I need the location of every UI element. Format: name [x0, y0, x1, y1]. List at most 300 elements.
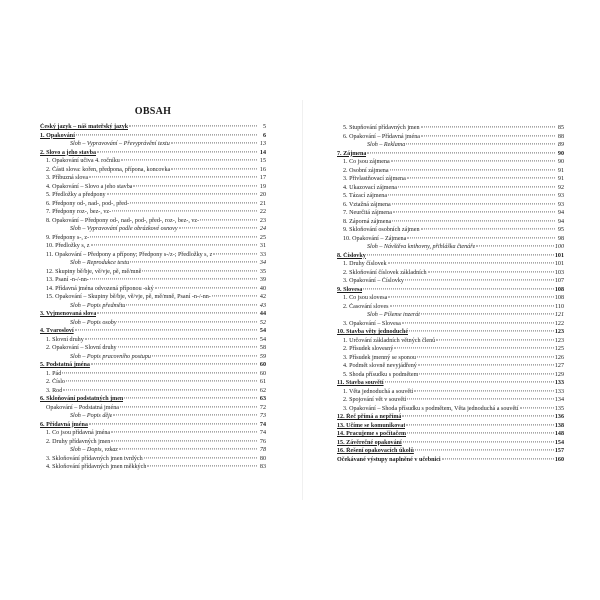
- toc-entry-page: 24: [259, 226, 266, 232]
- toc-entry-page: 121: [554, 312, 564, 318]
- toc-entry-page: 63: [259, 396, 266, 402]
- toc-entry-title: 10. Stavba věty jednoduché: [337, 329, 409, 335]
- toc-entry: [337, 439, 564, 448]
- toc-entry-title: Sloh – Popis pracovního postupu: [70, 353, 151, 360]
- toc-dot-leader: [394, 347, 554, 348]
- toc-entry-title: 3. Skloňování přídavných jmen tvrdých: [46, 455, 143, 462]
- toc-entry-page: 88: [557, 133, 564, 140]
- toc-dot-leader: [97, 312, 257, 313]
- toc-dot-leader: [118, 346, 257, 347]
- toc-entry-title: Sloh – Popis děje: [70, 413, 113, 419]
- toc-entry-page: 22: [259, 209, 266, 215]
- toc-entry: [40, 174, 266, 183]
- toc-entry: [40, 302, 266, 311]
- toc-dot-leader: [421, 126, 556, 127]
- toc-entry: [337, 311, 564, 320]
- toc-entry-page: 100: [554, 244, 564, 250]
- toc-entry: [337, 260, 564, 269]
- toc-dot-leader: [90, 236, 257, 237]
- toc-dot-leader: [89, 176, 257, 177]
- toc-entry-title: 1. Druhy číslovek: [343, 261, 387, 267]
- toc-entry-title: 2. Části slova: kořen, předpona, přípona, koncovka: [46, 166, 171, 173]
- toc-entry: [40, 319, 266, 328]
- toc-entry-title: 10. Předložky s, z: [46, 243, 90, 249]
- toc-entry: [40, 387, 266, 396]
- toc-dot-leader: [179, 227, 257, 228]
- toc-entry: [337, 133, 564, 142]
- toc-entry-page: 160: [554, 456, 564, 463]
- toc-dot-leader: [63, 389, 257, 390]
- toc-entry: [40, 344, 266, 353]
- toc-entry-title: 13. Učíme se komunikovat: [337, 422, 406, 429]
- toc-entry-page: 14: [259, 149, 266, 156]
- toc-entry: [337, 235, 564, 244]
- toc-entry: [337, 345, 564, 354]
- toc-dot-leader: [152, 355, 257, 356]
- toc-entry: [337, 209, 564, 218]
- toc-entry-page: 35: [259, 268, 266, 275]
- toc-entry-page: 134: [554, 397, 564, 403]
- toc-entry-page: 40: [259, 285, 266, 292]
- toc-entry-page: 90: [557, 150, 564, 157]
- toc-entry-title: 1. Slovní druhy: [46, 336, 84, 343]
- toc-entry-page: 123: [554, 329, 564, 335]
- toc-entry-title: 2. Opakování – Slovní druhy: [46, 345, 117, 351]
- toc-dot-leader: [407, 237, 555, 238]
- toc-dot-leader: [414, 390, 553, 391]
- toc-dot-leader: [200, 219, 257, 220]
- toc-entry-title: 15. Opakování – Skupiny bě/bje, vě/vje, pě, mě/mně, Psaní -n-/-nn-: [46, 294, 211, 300]
- toc-entry-title: 9. Skloňování osobních zájmen: [343, 227, 420, 233]
- toc-entry: [40, 132, 266, 141]
- toc-entry-page: 42: [259, 294, 266, 300]
- toc-entry-page: 73: [259, 413, 266, 419]
- toc-entry-page: 129: [554, 371, 564, 378]
- toc-dot-leader: [407, 177, 555, 178]
- toc-entry-page: 108: [554, 286, 564, 293]
- toc-entry-title: 5. Tázací zájmena: [343, 193, 388, 199]
- toc-entry: [40, 412, 266, 421]
- toc-entry-title: 1. Pád: [46, 370, 62, 377]
- toc-dot-leader: [367, 254, 554, 255]
- toc-dot-leader: [120, 406, 257, 407]
- toc-entry: [337, 430, 564, 439]
- toc-entry-title: 12. Skupiny bě/bje, vě/vje, pě, mě/mně: [46, 268, 142, 275]
- toc-entry-page: 103: [554, 269, 564, 276]
- toc-entry-title: Sloh – Reprodukce textu: [70, 260, 130, 266]
- toc-entry-title: 16. Řešení opakovacích úkolů: [337, 448, 414, 454]
- toc-entry-page: 76: [259, 438, 266, 445]
- toc-entry-title: 1. Opakování učiva 4. ročníku: [46, 158, 120, 164]
- toc-entry: [337, 277, 564, 286]
- toc-dot-leader: [89, 423, 257, 424]
- toc-entry-page: 80: [259, 455, 266, 462]
- toc-entry: [337, 362, 564, 371]
- toc-dot-leader: [76, 134, 257, 135]
- toc-entry-title: Sloh – Píšeme inzerát: [367, 312, 420, 318]
- toc-entry-page: 148: [554, 431, 564, 437]
- toc-dot-leader: [442, 458, 554, 459]
- toc-entry-page: 59: [259, 353, 266, 360]
- toc-dot-leader: [171, 168, 257, 169]
- toc-entry-title: 3. Přivlastňovací zájmena: [343, 176, 406, 182]
- toc-entry-title: 2. Druhy přídavných jmen: [46, 438, 111, 445]
- toc-dot-leader: [155, 287, 257, 288]
- toc-entry-title: 4. Tvarosloví: [40, 328, 74, 334]
- toc-dot-leader: [118, 321, 257, 322]
- toc-entry: [337, 303, 564, 312]
- toc-dot-leader: [171, 142, 257, 143]
- toc-entry: [40, 200, 266, 209]
- toc-dot-leader: [436, 339, 554, 340]
- toc-entry-page: 135: [554, 405, 564, 412]
- toc-entry: [40, 140, 266, 149]
- toc-entry: [337, 456, 564, 465]
- toc-entry: [337, 371, 564, 380]
- toc-entry: [40, 225, 266, 234]
- toc-dot-leader: [124, 397, 257, 398]
- toc-entry: [40, 251, 266, 260]
- page-spine: [302, 100, 303, 500]
- toc-dot-leader: [112, 210, 257, 211]
- toc-dot-leader: [398, 186, 555, 187]
- toc-entry-page: 34: [259, 260, 266, 266]
- toc-dot-leader: [476, 245, 554, 246]
- toc-entry: [337, 150, 564, 159]
- toc-entry-page: 93: [557, 201, 564, 208]
- toc-entry-page: 108: [554, 295, 564, 301]
- toc-entry-title: 13. Psaní -n-/-nn-: [46, 277, 89, 283]
- toc-entry-page: 21: [259, 200, 266, 207]
- toc-entry-page: 78: [259, 447, 266, 453]
- toc-entry-page: 95: [557, 227, 564, 233]
- toc-dot-leader: [75, 329, 257, 330]
- toc-dot-leader: [418, 364, 554, 365]
- toc-entry-title: Sloh – Dopis, vzkaz: [70, 447, 118, 453]
- toc-entry: [337, 201, 564, 210]
- toc-dot-leader: [428, 271, 554, 272]
- toc-entry-page: 85: [557, 125, 564, 131]
- toc-entry-title: 11. Stavba souvětí: [337, 380, 384, 386]
- toc-entry-page: 43: [259, 302, 266, 309]
- toc-dot-leader: [130, 202, 257, 203]
- toc-entry-page: 157: [554, 448, 564, 454]
- toc-entry-page: 93: [557, 193, 564, 199]
- toc-entry-title: 2. Přísudek slovesný: [343, 346, 394, 352]
- toc-entry-title: Sloh – Popis předmětu: [70, 302, 126, 309]
- toc-entry-page: 123: [554, 337, 564, 344]
- toc-entry-title: 4. Podmět slovně nevyjádřený: [343, 363, 417, 369]
- toc-entry: [337, 413, 564, 422]
- toc-entry-page: 125: [554, 346, 564, 352]
- toc-entry: [40, 395, 266, 404]
- toc-entry-title: 3. Vyjmenovaná slova: [40, 311, 97, 317]
- toc-entry-title: 8. Záporná zájmena: [343, 218, 392, 225]
- toc-entry-page: 91: [557, 176, 564, 182]
- toc-entry: [337, 192, 564, 201]
- toc-dot-leader: [520, 407, 554, 408]
- toc-entry-title: Očekávané výstupy naplněné v učebnici: [337, 456, 441, 463]
- toc-entry-title: 5. Podstatná jména: [40, 362, 90, 368]
- toc-entry-page: 20: [259, 192, 266, 198]
- toc-entry-page: 44: [259, 311, 266, 317]
- toc-entry: [40, 455, 266, 464]
- toc-entry-page: 5: [262, 124, 266, 130]
- toc-entry: [40, 123, 266, 132]
- toc-entry-page: 62: [259, 387, 266, 394]
- toc-entry: [40, 285, 266, 294]
- toc-entry: [40, 217, 266, 226]
- toc-heading: OBSAH: [134, 106, 172, 117]
- toc-entry-page: 25: [259, 234, 266, 241]
- toc-entry: [337, 328, 564, 337]
- toc-dot-leader: [407, 432, 554, 433]
- toc-dot-leader: [111, 440, 257, 441]
- toc-entry-title: 2. Skloňování číslovek základních: [343, 269, 427, 276]
- toc-entry: [337, 396, 564, 405]
- toc-entry-title: 7. Zájmena: [337, 150, 367, 157]
- toc-entry-title: 14. Přídavná jména odvozená příponou -ský: [46, 285, 154, 292]
- toc-entry-page: 127: [554, 363, 564, 369]
- toc-entry: [337, 269, 564, 278]
- toc-entry: [337, 218, 564, 227]
- toc-entry: [337, 354, 564, 363]
- toc-entry: [40, 183, 266, 192]
- toc-entry: [40, 166, 266, 175]
- toc-entry-title: 2. Číslo: [46, 379, 65, 385]
- toc-dot-leader: [91, 363, 257, 364]
- toc-dot-leader: [121, 159, 257, 160]
- toc-dot-leader: [403, 441, 554, 442]
- toc-entry-page: 58: [259, 345, 266, 351]
- toc-entry-page: 52: [259, 319, 266, 326]
- toc-dot-leader: [421, 135, 555, 136]
- toc-entry-title: 3. Opakování – Číslovky: [343, 278, 404, 284]
- toc-entry-title: 1. Co jsou přídavná jména: [46, 430, 111, 436]
- toc-entry: [337, 124, 564, 133]
- toc-entry: [337, 167, 564, 176]
- toc-entry-title: 3. Příbuzná slova: [46, 175, 89, 181]
- toc-dot-leader: [406, 143, 555, 144]
- toc-dot-leader: [421, 313, 554, 314]
- toc-entry-title: 6. Skloňování podstatných jmen: [40, 396, 124, 402]
- toc-entry: [337, 286, 564, 295]
- toc-entry-title: 6. Vztažná zájmena: [343, 201, 391, 208]
- toc-entry: [337, 337, 564, 346]
- toc-entry: [40, 438, 266, 447]
- toc-entry: [40, 293, 266, 302]
- toc-entry-page: 54: [259, 336, 266, 343]
- toc-dot-leader: [113, 414, 257, 415]
- toc-dot-leader: [142, 270, 257, 271]
- toc-dot-leader: [406, 424, 553, 425]
- toc-dot-leader: [119, 448, 257, 449]
- toc-dot-leader: [417, 356, 554, 357]
- toc-entry: [40, 242, 266, 251]
- toc-entry-page: 122: [554, 320, 564, 327]
- toc-right-entries: [337, 124, 564, 464]
- toc-dot-leader: [66, 380, 257, 381]
- toc-entry: [40, 336, 266, 345]
- toc-entry-title: 1. Opakování: [40, 132, 75, 139]
- toc-entry-title: 6. Předpony od-, nad-, pod-, před-: [46, 200, 130, 207]
- toc-entry: [337, 388, 564, 397]
- toc-entry: [337, 294, 564, 303]
- toc-entry: [40, 361, 266, 370]
- toc-dot-leader: [212, 295, 257, 296]
- toc-dot-leader: [85, 338, 257, 339]
- toc-entry: [40, 370, 266, 379]
- toc-entry: [40, 149, 266, 158]
- toc-entry-title: 6. Opakování – Přídavná jména: [343, 133, 420, 140]
- toc-entry-page: 6: [262, 132, 266, 139]
- toc-dot-leader: [144, 457, 257, 458]
- toc-entry: [337, 320, 564, 329]
- toc-entry-title: 1. Co jsou slovesa: [343, 295, 388, 301]
- toc-dot-leader: [393, 211, 555, 212]
- toc-dot-leader: [388, 194, 555, 195]
- toc-entry: [40, 157, 266, 166]
- toc-entry-page: 72: [259, 404, 266, 411]
- toc-entry-title: 4. Skloňování přídavných jmen měkkých: [46, 464, 147, 470]
- toc-dot-leader: [129, 125, 257, 126]
- toc-entry: [337, 252, 564, 261]
- toc-entry: [40, 310, 266, 319]
- toc-entry-page: 133: [554, 380, 564, 386]
- toc-dot-leader: [392, 220, 555, 221]
- toc-dot-leader: [390, 305, 555, 306]
- toc-dot-leader: [409, 330, 554, 331]
- toc-entry-page: 39: [259, 277, 266, 283]
- toc-entry-page: 110: [555, 303, 564, 310]
- toc-entry-page: 89: [557, 142, 564, 148]
- toc-left-entries: [40, 123, 266, 472]
- toc-entry-title: 4. Opakování – Slovo a jeho stavba: [46, 183, 133, 190]
- toc-entry-page: 138: [554, 422, 564, 429]
- toc-entry: [337, 379, 564, 388]
- toc-dot-leader: [130, 261, 257, 262]
- toc-entry-page: 16: [259, 166, 266, 173]
- toc-dot-leader: [385, 381, 554, 382]
- toc-entry-page: 33: [259, 251, 266, 258]
- toc-entry-title: 3. Opakování – Shoda přísudku s podmětem, Věta jednoduchá a souvětí: [343, 405, 519, 412]
- toc-dot-leader: [405, 279, 554, 280]
- toc-entry: [40, 268, 266, 277]
- toc-entry: [40, 463, 266, 472]
- toc-entry: [337, 184, 564, 193]
- toc-entry-title: 3. Rod: [46, 387, 63, 394]
- toc-entry-page: 54: [259, 328, 266, 334]
- toc-entry-title: Opakování – Podstatná jména: [46, 404, 119, 411]
- toc-entry-page: 74: [259, 430, 266, 436]
- toc-entry-title: 3. Opakování – Slovesa: [343, 320, 401, 327]
- toc-entry-page: 17: [259, 175, 266, 181]
- toc-entry-page: 126: [554, 354, 564, 361]
- toc-entry-title: 9. Předpony s-, z-: [46, 234, 90, 241]
- toc-dot-leader: [392, 203, 555, 204]
- toc-entry-title: Sloh – Vypravování podle obrázkové osnovy: [70, 226, 178, 232]
- toc-entry-title: Sloh – Vypravování – Převyprávění textu: [70, 141, 170, 147]
- toc-entry: [40, 378, 266, 387]
- toc-entry-page: 98: [557, 235, 564, 242]
- toc-entry: [40, 446, 266, 455]
- toc-entry-page: 101: [554, 261, 564, 267]
- toc-entry-title: 1. Věta jednoduchá a souvětí: [343, 388, 414, 395]
- toc-entry-page: 94: [557, 218, 564, 225]
- toc-entry: [337, 405, 564, 414]
- toc-entry-title: 1. Určování základních větných členů: [343, 337, 436, 344]
- toc-entry: [337, 243, 564, 252]
- toc-entry-page: 90: [557, 159, 564, 165]
- toc-entry-title: 4. Ukazovací zájmena: [343, 184, 397, 191]
- toc-entry: [40, 259, 266, 268]
- toc-dot-leader: [90, 278, 257, 279]
- toc-entry-page: 23: [259, 217, 266, 224]
- toc-entry-page: 13: [259, 141, 266, 147]
- toc-entry: [40, 421, 266, 430]
- toc-entry-title: 2. Spojování vět v souvětí: [343, 397, 407, 403]
- toc-entry-title: 5. Stupňování přídavných jmen: [343, 125, 420, 131]
- toc-entry-page: 31: [259, 243, 266, 249]
- toc-entry: [337, 175, 564, 184]
- toc-entry: [337, 158, 564, 167]
- toc-entry: [40, 353, 266, 362]
- toc-dot-leader: [421, 228, 556, 229]
- toc-entry-page: 92: [557, 184, 564, 191]
- toc-entry-title: Český jazyk – náš mateřský jazyk: [40, 124, 129, 130]
- toc-entry-page: 74: [259, 421, 266, 428]
- toc-dot-leader: [62, 372, 257, 373]
- toc-entry: [40, 429, 266, 438]
- toc-dot-leader: [388, 262, 554, 263]
- toc-entry: [337, 447, 564, 456]
- toc-dot-leader: [407, 398, 553, 399]
- toc-entry-page: 83: [259, 464, 266, 470]
- toc-entry-title: 7. Neurčitá zájmena: [343, 210, 392, 216]
- toc-entry: [40, 404, 266, 413]
- toc-dot-leader: [111, 431, 257, 432]
- toc-entry-title: 9. Slovesa: [337, 286, 363, 293]
- toc-entry: [40, 208, 266, 217]
- toc-entry-title: 11. Opakování – Předpony a přípony; Předpony s-/z-; Předložky s, z: [46, 251, 213, 258]
- toc-entry: [40, 191, 266, 200]
- toc-dot-leader: [402, 322, 554, 323]
- toc-entry-page: 60: [259, 362, 266, 368]
- toc-entry-title: 10. Opakování – Zájmena: [343, 235, 407, 242]
- toc-entry-title: 5. Shoda přísudku s podmětem: [343, 371, 419, 378]
- toc-entry-title: Sloh – Návštěva knihovny, přihláška čtenáře: [367, 244, 476, 250]
- toc-entry-page: 61: [259, 379, 266, 385]
- toc-entry: [40, 276, 266, 285]
- toc-dot-leader: [419, 373, 554, 374]
- toc-entry: [337, 141, 564, 150]
- toc-dot-leader: [367, 152, 555, 153]
- toc-dot-leader: [97, 151, 257, 152]
- toc-entry-page: 60: [259, 370, 266, 377]
- toc-entry-title: 8. Číslovky: [337, 252, 366, 259]
- toc-entry-page: 107: [554, 278, 564, 284]
- toc-dot-leader: [133, 185, 257, 186]
- toc-entry-page: 91: [557, 167, 564, 174]
- toc-entry-page: 19: [259, 183, 266, 190]
- toc-entry-title: Sloh – Reklama: [367, 142, 406, 148]
- toc-entry-page: 136: [554, 414, 564, 420]
- toc-entry-title: 8. Opakování – Předpony od-, nad-, pod-, před-, roz-, bez-, vz-: [46, 217, 200, 224]
- toc-entry-title: 2. Časování sloves: [343, 303, 389, 310]
- toc-entry-title: 2. Slovo a jeho stavba: [40, 149, 97, 156]
- toc-entry-page: 15: [259, 158, 266, 164]
- toc-dot-leader: [91, 244, 258, 245]
